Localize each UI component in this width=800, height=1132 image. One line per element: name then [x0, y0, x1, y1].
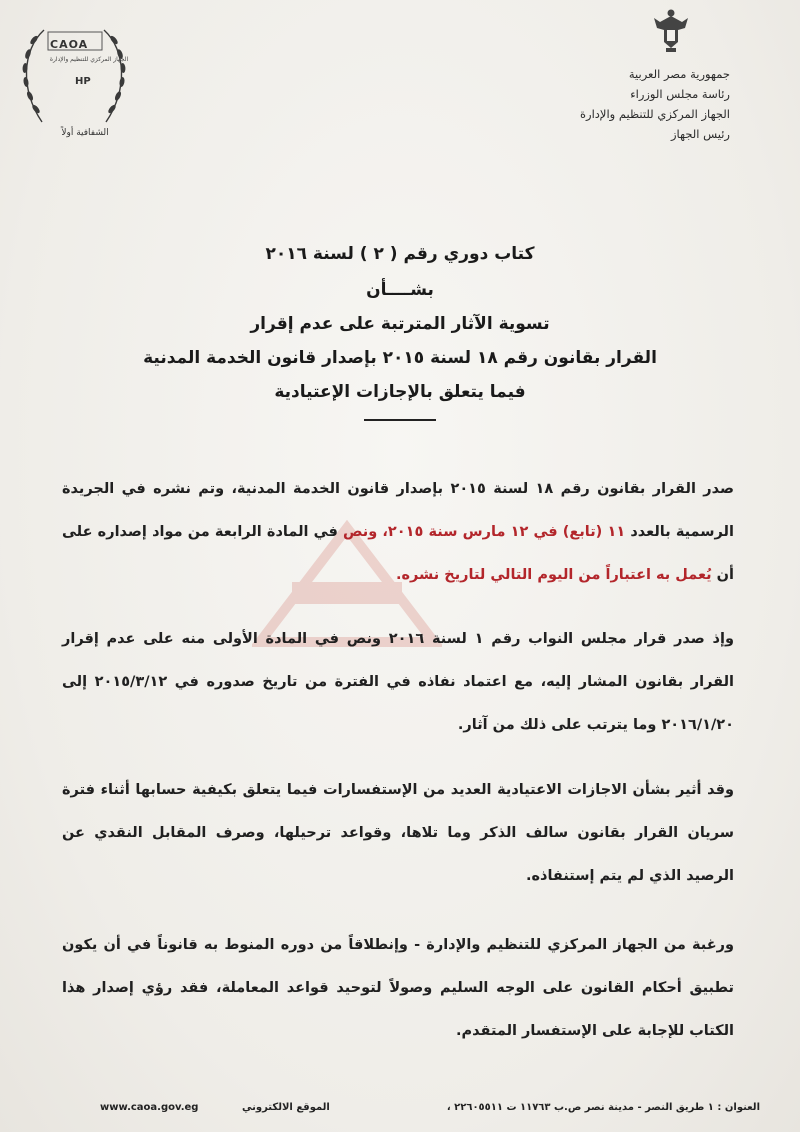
contact-address: العنوان : ١ طريق النصر - مدينة نصر ص.ب ١١٧٦٣ ت ٢٢٦٠٥٥١١ ، — [446, 1102, 760, 1113]
body-paragraph — [62, 468, 734, 597]
header-line: رئيس الجهاز — [670, 127, 730, 141]
paragraph-text: صدر القرار بقانون رقم ١٨ لسنة ٢٠١٥ بإصدار قانون الخدمة المدنية، وتم نشره في الجريدة الرسمية بالعدد — [62, 481, 734, 540]
logo-motto: الشفافية أولاً — [61, 128, 109, 138]
logo-mark: HP — [75, 76, 91, 87]
logo-subtitle: الجهاز المركزي للتنظيم والإدارة — [49, 56, 129, 63]
body-paragraph: وقد أثير بشأن الاجازات الاعتيادية العديد من الإستفسارات فيما يتعلق بكيفية حسابها أثناء فترة سريان القرار بقانون سالف الذكر وما تلاها، وقواعد ترحيلها، وصرف المقابل النقدي عن الرصيد الذي لم يتم إستنفاذه. — [62, 782, 734, 884]
issuer-header — [490, 64, 730, 144]
subject-line: القرار بقانون رقم ١٨ لسنة ٢٠١٥ بإصدار قانون الخدمة المدنية — [143, 348, 657, 368]
body-paragraph: ورغبة من الجهاز المركزي للتنظيم والإدارة - وإنطلاقاً من دوره المنوط به قانوناً في أن يكون تطبيق أحكام القانون على الوجه السليم وصولاً لتوحيد قواعد المعاملة، فقد رؤي إصدار هذا الكتاب للإجابة على الإستفسار المتقدم. — [62, 937, 734, 1039]
subject-label: بشــــأن — [366, 280, 434, 300]
laurel-wreath-icon — [14, 10, 134, 145]
highlighted-text: يُعمل به اعتباراً من اليوم التالي لتاريخ نشره. — [395, 567, 712, 583]
header-line: رئاسة مجلس الوزراء — [630, 87, 730, 101]
body-paragraph: وإذ صدر قرار مجلس النواب رقم ١ لسنة ٢٠١٦ ونص في المادة الأولى منه على عدم إقرار القرار بقانون المشار إليه، مع اعتماد نفاذه في الفترة من تاريخ صدوره في ٢٠١٥/٣/١٢ إلى ٢٠١٦/١/٢٠ وما يترتب على ذلك من آثار. — [62, 631, 734, 733]
page-footer — [40, 1098, 760, 1122]
title-divider — [364, 419, 436, 421]
paragraph-text: في المادة الرابعة من مواد إصداره على أن — [62, 524, 734, 583]
header-line: الجهاز المركزي للتنظيم والإدارة — [580, 107, 730, 121]
subject-line: تسوية الآثار المترتبة على عدم إقرار — [250, 314, 550, 334]
circular-title — [120, 235, 680, 421]
letter-body — [62, 468, 734, 1053]
logo-name: CAOA — [50, 38, 89, 51]
subject-line: فيما يتعلق بالإجازات الإعتيادية — [274, 382, 526, 402]
highlighted-text: ١١ (تابع) في ١٢ مارس سنة ٢٠١٥، ونص — [343, 524, 626, 540]
circular-number: كتاب دوري رقم ( ٢ ) لسنة ٢٠١٦ — [265, 244, 535, 264]
organization-logo — [14, 10, 134, 145]
website-label: الموقع الالكتروني — [242, 1102, 330, 1113]
eagle-emblem-icon — [652, 6, 690, 56]
header-line: جمهورية مصر العربية — [628, 67, 730, 81]
website-link[interactable]: www.caoa.gov.eg — [100, 1102, 199, 1113]
